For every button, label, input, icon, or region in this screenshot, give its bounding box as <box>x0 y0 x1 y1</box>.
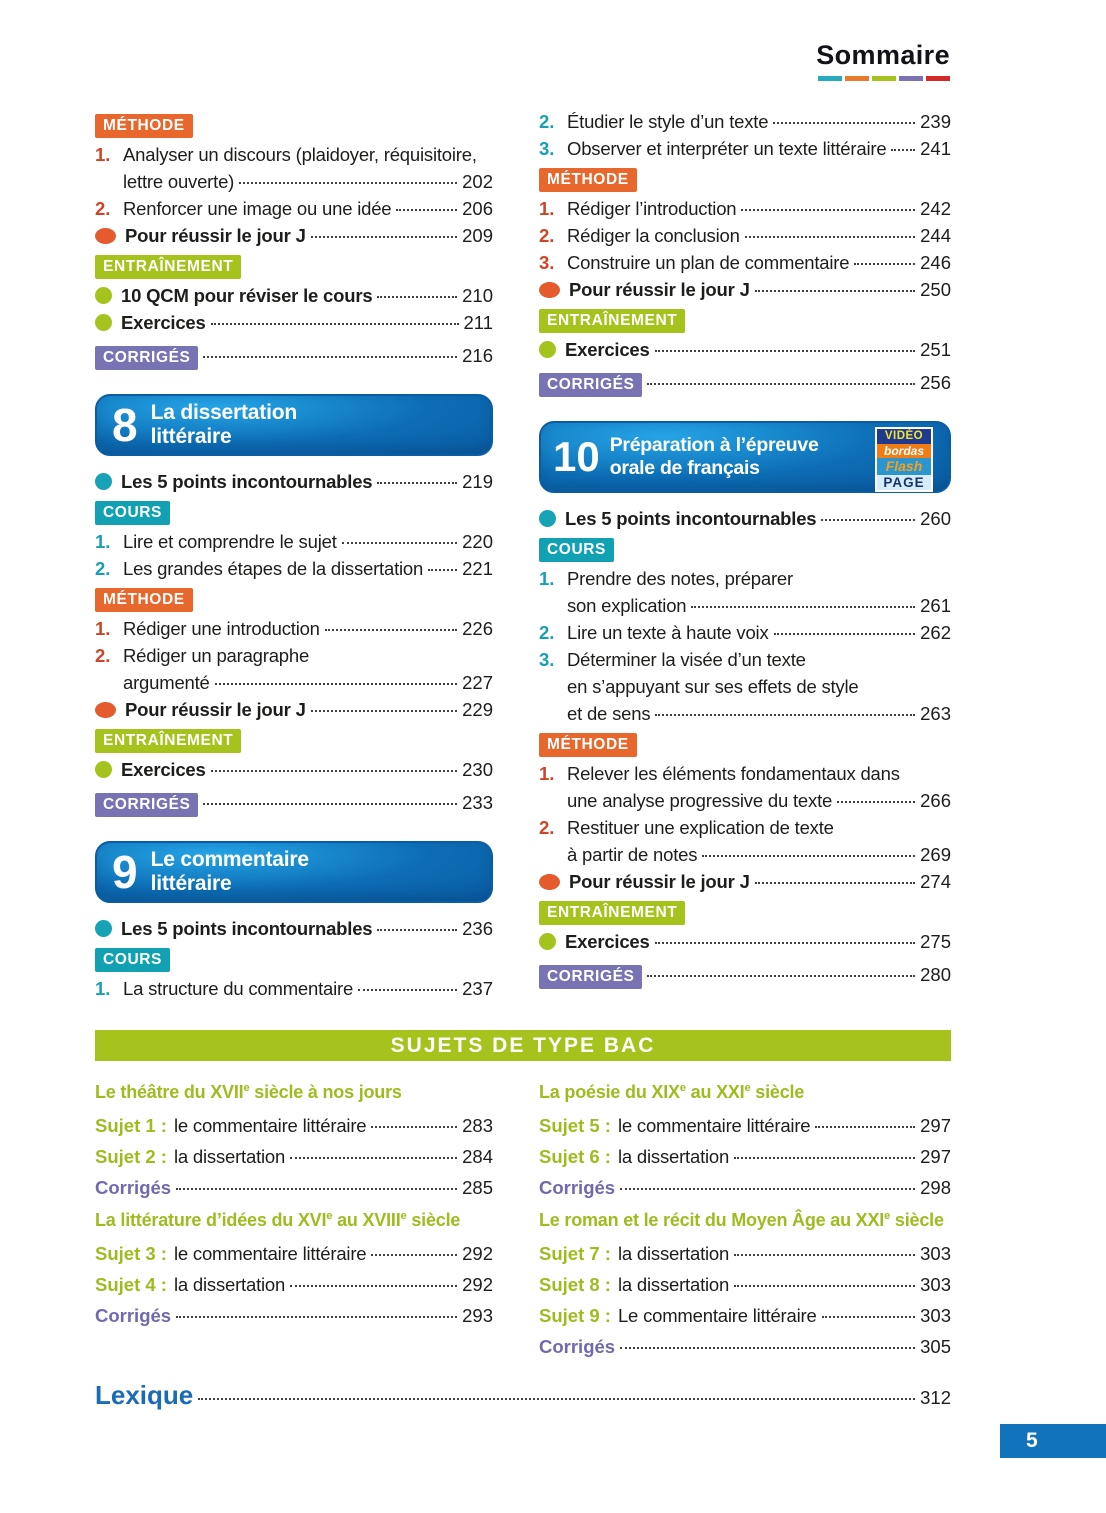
item-number: 2. <box>95 558 111 579</box>
page-ref: 297 <box>920 1146 951 1167</box>
section-badge-row <box>95 255 493 279</box>
chapter-banner-10 <box>539 421 951 493</box>
item-label: Exercices <box>121 759 206 780</box>
toc-item <box>95 468 493 495</box>
toc-item <box>95 141 493 168</box>
dot-leader <box>655 350 916 352</box>
dot-leader <box>371 1254 457 1256</box>
page-ref: 226 <box>462 618 493 639</box>
item-label: Pour réussir le jour J <box>569 279 750 300</box>
sujet-item <box>95 1141 493 1172</box>
page-ref: 266 <box>920 790 951 811</box>
item-label: Exercices <box>565 339 650 360</box>
dot-leader <box>620 1347 915 1349</box>
dot-leader <box>734 1254 915 1256</box>
toc-item <box>95 696 493 723</box>
dot-leader <box>176 1188 457 1190</box>
sujet-item <box>539 1110 951 1141</box>
dot-leader <box>755 882 915 884</box>
page-ref: 229 <box>462 699 493 720</box>
section-badge-row <box>539 901 951 925</box>
section-badge-row <box>539 309 951 333</box>
sujet-item <box>95 1110 493 1141</box>
toc-item <box>539 646 951 673</box>
dot-leader <box>428 569 457 571</box>
page-ref: 292 <box>462 1274 493 1295</box>
page-ref: 220 <box>462 531 493 552</box>
sujet-type-label: la dissertation <box>617 1146 730 1167</box>
item-number: 1. <box>95 978 111 999</box>
sujet-item <box>95 1300 493 1331</box>
section-badge-row <box>539 538 951 562</box>
sujet-item <box>539 1269 951 1300</box>
page-title: Sommaire <box>816 40 950 70</box>
item-label: Les 5 points incontournables <box>565 508 817 529</box>
page-ref: 246 <box>920 252 951 273</box>
toc-column-right <box>539 108 951 992</box>
toc-content <box>95 108 951 1411</box>
dot-leader <box>741 209 915 211</box>
item-label: Lire un texte à haute voix <box>567 622 769 643</box>
sujet-number-label: Sujet 1 : <box>95 1115 167 1136</box>
bullet-green-icon <box>539 341 556 358</box>
page-ref: 230 <box>462 759 493 780</box>
dot-leader <box>655 942 916 944</box>
sujet-number-label: Sujet 8 : <box>539 1274 611 1295</box>
badge-entrainement: ENTRAÎNEMENT <box>95 729 241 753</box>
page-ref: 269 <box>920 844 951 865</box>
toc-item <box>539 619 951 646</box>
bullet-green-icon <box>95 761 112 778</box>
dot-leader <box>377 929 457 931</box>
dot-leader <box>691 606 915 608</box>
item-label: Étudier le style d’un texte <box>567 111 769 132</box>
badge-corriges: CORRIGÉS <box>95 346 198 370</box>
badge-methode: MÉTHODE <box>95 114 193 138</box>
chapter-banner-8 <box>95 394 493 456</box>
sujet-type-label: Le commentaire littéraire <box>617 1305 817 1326</box>
item-label: Déterminer la visée d’un texte <box>567 649 806 670</box>
item-label: La structure du commentaire <box>123 978 354 999</box>
sujets-theme-heading: Le théâtre du XVIIe siècle à nos jours <box>95 1082 402 1102</box>
section-badge-row <box>95 342 493 370</box>
page-ref: 274 <box>920 871 951 892</box>
item-label: Rédiger la conclusion <box>567 225 740 246</box>
item-label: Rédiger une introduction <box>123 618 320 639</box>
color-bar-1 <box>845 76 869 81</box>
badge-entrainement: ENTRAÎNEMENT <box>95 255 241 279</box>
section-badge-row <box>95 789 493 817</box>
page-ref: 284 <box>462 1146 493 1167</box>
item-number: 2. <box>95 198 111 219</box>
item-label: une analyse progressive du texte <box>567 790 833 811</box>
item-number: 3. <box>539 649 555 670</box>
toc-item <box>95 975 493 1002</box>
badge-corriges: CORRIGÉS <box>95 793 198 817</box>
page-ref: 263 <box>920 703 951 724</box>
page-ref: 219 <box>462 471 493 492</box>
dot-leader <box>290 1285 457 1287</box>
toc-column-left <box>95 108 493 1002</box>
chapter-title: Le commentaire littéraire <box>150 847 309 895</box>
bullet-orange-icon <box>539 282 560 298</box>
item-number: 1. <box>539 198 555 219</box>
section-badge-row <box>539 168 951 192</box>
page-ref: 303 <box>920 1274 951 1295</box>
sujet-item <box>95 1269 493 1300</box>
item-label: Pour réussir le jour J <box>125 699 306 720</box>
dot-leader <box>773 122 915 124</box>
toc-item <box>95 915 493 942</box>
item-label: Analyser un discours (plaidoyer, réquisitoire, <box>123 144 477 165</box>
page-ref: 260 <box>920 508 951 529</box>
item-label: Exercices <box>121 312 206 333</box>
item-number: 2. <box>539 225 555 246</box>
page-ref: 293 <box>462 1305 493 1326</box>
page-ref: 298 <box>920 1177 951 1198</box>
dot-leader <box>311 710 457 712</box>
sujet-number-label: Sujet 5 : <box>539 1115 611 1136</box>
badge-corriges: CORRIGÉS <box>539 965 642 989</box>
page-ref: 206 <box>462 198 493 219</box>
toc-item <box>539 673 951 700</box>
dot-leader <box>342 542 457 544</box>
page-ref: 262 <box>920 622 951 643</box>
sujet-type-label: la dissertation <box>617 1274 730 1295</box>
item-label: argumenté <box>123 672 210 693</box>
sujet-type-label: la dissertation <box>173 1274 286 1295</box>
page-ref: 210 <box>462 285 493 306</box>
corriges-label: Corrigés <box>95 1305 172 1326</box>
item-number: 1. <box>95 618 111 639</box>
toc-item <box>539 135 951 162</box>
toc-item <box>95 195 493 222</box>
toc-item <box>539 249 951 276</box>
dot-leader <box>745 236 915 238</box>
toc-columns <box>95 108 951 1002</box>
toc-item <box>539 336 951 363</box>
page-ref: 303 <box>920 1305 951 1326</box>
dot-leader <box>377 482 457 484</box>
item-number: 2. <box>95 645 111 666</box>
badge-methode: MÉTHODE <box>539 168 637 192</box>
video-flashpage-badge <box>875 427 933 492</box>
toc-item <box>95 168 493 195</box>
toc-item <box>539 565 951 592</box>
dot-leader <box>239 182 457 184</box>
toc-item <box>95 756 493 783</box>
page-ref: 280 <box>920 964 951 985</box>
sujet-number-label: Sujet 2 : <box>95 1146 167 1167</box>
page-ref: 303 <box>920 1243 951 1264</box>
dot-leader <box>211 770 458 772</box>
toc-item <box>539 841 951 868</box>
page-header <box>816 40 950 81</box>
dot-leader <box>211 323 459 325</box>
dot-leader <box>311 236 457 238</box>
page-ref: 233 <box>462 792 493 813</box>
page-ref: 236 <box>462 918 493 939</box>
item-label: Les 5 points incontournables <box>121 471 373 492</box>
page-ref: 237 <box>462 978 493 999</box>
toc-item <box>539 505 951 532</box>
sujet-type-label: la dissertation <box>617 1243 730 1264</box>
dot-leader <box>203 803 457 805</box>
sujet-item <box>95 1238 493 1269</box>
page-number-tab: 5 <box>1000 1424 1106 1458</box>
page-ref: 261 <box>920 595 951 616</box>
item-label: à partir de notes <box>567 844 698 865</box>
item-label: 10 QCM pour réviser le cours <box>121 285 373 306</box>
page-ref: 305 <box>920 1336 951 1357</box>
chapter-banner-9 <box>95 841 493 903</box>
sujets-theme-heading: La littérature d’idées du XVIe au XVIIIe siècle <box>95 1210 461 1230</box>
item-label: en s’appuyant sur ses effets de style <box>567 676 859 697</box>
item-number: 2. <box>539 111 555 132</box>
dot-leader <box>203 356 457 358</box>
dot-leader <box>620 1188 915 1190</box>
toc-item <box>539 108 951 135</box>
bullet-orange-icon <box>539 874 560 890</box>
sujet-type-label: le commentaire littéraire <box>617 1115 811 1136</box>
sujet-number-label: Sujet 9 : <box>539 1305 611 1326</box>
page-ref: 202 <box>462 171 493 192</box>
dot-leader <box>702 855 915 857</box>
badge-methode: MÉTHODE <box>95 588 193 612</box>
dot-leader <box>734 1285 915 1287</box>
badge-corriges: CORRIGÉS <box>539 373 642 397</box>
page-ref: 285 <box>462 1177 493 1198</box>
bullet-green-icon <box>539 933 556 950</box>
chapter-title: Préparation à l’épreuve orale de français <box>609 434 819 479</box>
page-ref: 221 <box>462 558 493 579</box>
color-bar-3 <box>899 76 923 81</box>
chapter-title: La dissertation littéraire <box>150 400 297 448</box>
dot-leader <box>734 1157 915 1159</box>
toc-item <box>95 669 493 696</box>
section-badge-row <box>95 948 493 972</box>
dot-leader <box>176 1316 457 1318</box>
sujet-type-label: le commentaire littéraire <box>173 1115 367 1136</box>
section-badge-row <box>95 501 493 525</box>
sujet-item <box>539 1300 951 1331</box>
item-label: Relever les éléments fondamentaux dans <box>567 763 900 784</box>
sujet-number-label: Sujet 3 : <box>95 1243 167 1264</box>
page-ref: 312 <box>920 1387 951 1408</box>
item-label: lettre ouverte) <box>123 171 235 192</box>
section-badge-row <box>95 114 493 138</box>
dot-leader <box>371 1126 457 1128</box>
item-number: 1. <box>95 531 111 552</box>
page-ref: 209 <box>462 225 493 246</box>
item-label: Restituer une explication de texte <box>567 817 834 838</box>
item-label: Renforcer une image ou une idée <box>123 198 392 219</box>
video-badge-strip-0: VIDÉO <box>877 429 931 444</box>
sujet-type-label: le commentaire littéraire <box>173 1243 367 1264</box>
page-ref: 292 <box>462 1243 493 1264</box>
item-number: 3. <box>539 252 555 273</box>
dot-leader <box>891 149 915 151</box>
corriges-label: Corrigés <box>539 1336 616 1357</box>
sujets-theme-heading: Le roman et le récit du Moyen Âge au XXIe siècle <box>539 1210 944 1230</box>
dot-leader <box>774 633 916 635</box>
page-ref: 211 <box>463 312 493 333</box>
dot-leader <box>755 290 915 292</box>
toc-item <box>95 222 493 249</box>
sujet-item <box>539 1238 951 1269</box>
item-label: Les grandes étapes de la dissertation <box>123 558 424 579</box>
bullet-orange-icon <box>95 702 116 718</box>
bullet-green-icon <box>95 314 112 331</box>
page-ref: 275 <box>920 931 951 952</box>
dot-leader <box>815 1126 915 1128</box>
item-label: Pour réussir le jour J <box>569 871 750 892</box>
sujet-number-label: Sujet 4 : <box>95 1274 167 1295</box>
item-number: 1. <box>539 763 555 784</box>
toc-item <box>539 814 951 841</box>
page-ref: 239 <box>920 111 951 132</box>
bullet-orange-icon <box>95 228 116 244</box>
bullet-green-icon <box>95 287 112 304</box>
sujet-item <box>539 1141 951 1172</box>
page-ref: 250 <box>920 279 951 300</box>
toc-item <box>539 760 951 787</box>
toc-item <box>539 928 951 955</box>
sujets-column-left <box>95 1075 493 1331</box>
badge-cours: COURS <box>95 948 170 972</box>
dot-leader <box>358 989 457 991</box>
lexique-label: Lexique <box>95 1380 194 1410</box>
dot-leader <box>325 629 457 631</box>
toc-item <box>95 528 493 555</box>
item-label: Observer et interpréter un texte littéraire <box>567 138 887 159</box>
toc-item <box>539 592 951 619</box>
sujets-banner: SUJETS DE TYPE BAC <box>95 1030 951 1061</box>
item-label: Rédiger un paragraphe <box>123 645 310 666</box>
sujets-columns <box>95 1075 951 1362</box>
color-bar-4 <box>926 76 950 81</box>
dot-leader <box>822 1316 916 1318</box>
video-badge-strip-3: PAGE <box>877 475 931 490</box>
page-ref: 216 <box>462 345 493 366</box>
item-label: Les 5 points incontournables <box>121 918 373 939</box>
sujet-number-label: Sujet 6 : <box>539 1146 611 1167</box>
section-badge-row <box>95 588 493 612</box>
toc-item <box>539 195 951 222</box>
dot-leader <box>377 296 457 298</box>
section-badge-row <box>95 729 493 753</box>
toc-item <box>95 642 493 669</box>
sujet-number-label: Sujet 7 : <box>539 1243 611 1264</box>
toc-item <box>539 787 951 814</box>
page-ref: 283 <box>462 1115 493 1136</box>
badge-entrainement: ENTRAÎNEMENT <box>539 901 685 925</box>
dot-leader <box>396 209 457 211</box>
sujet-type-label: la dissertation <box>173 1146 286 1167</box>
video-badge-strip-2: Flash <box>877 458 931 475</box>
section-badge-row <box>539 369 951 397</box>
page-ref: 241 <box>920 138 951 159</box>
dot-leader <box>647 975 915 977</box>
toc-item <box>539 700 951 727</box>
bullet-teal-icon <box>95 920 112 937</box>
toc-item <box>539 868 951 895</box>
item-label: son explication <box>567 595 687 616</box>
chapter-number: 9 <box>112 846 138 898</box>
item-label: Lire et comprendre le sujet <box>123 531 337 552</box>
chapter-number: 8 <box>112 399 138 451</box>
section-badge-row <box>539 961 951 989</box>
dot-leader <box>647 383 915 385</box>
item-number: 2. <box>539 622 555 643</box>
badge-entrainement: ENTRAÎNEMENT <box>539 309 685 333</box>
badge-methode: MÉTHODE <box>539 733 637 757</box>
sujets-column-right <box>539 1075 951 1362</box>
color-bar-2 <box>872 76 896 81</box>
item-label: Construire un plan de commentaire <box>567 252 850 273</box>
bullet-teal-icon <box>95 473 112 490</box>
page-ref: 242 <box>920 198 951 219</box>
dot-leader <box>290 1157 457 1159</box>
item-number: 1. <box>95 144 111 165</box>
video-badge-strip-1: bordas <box>877 444 931 458</box>
item-number: 1. <box>539 568 555 589</box>
badge-cours: COURS <box>539 538 614 562</box>
page-ref: 297 <box>920 1115 951 1136</box>
dot-leader <box>215 683 457 685</box>
badge-cours: COURS <box>95 501 170 525</box>
page-ref: 256 <box>920 372 951 393</box>
page-ref: 244 <box>920 225 951 246</box>
toc-item <box>539 222 951 249</box>
dot-leader <box>821 519 915 521</box>
sujet-item <box>539 1172 951 1203</box>
item-number: 2. <box>539 817 555 838</box>
section-badge-row <box>539 733 951 757</box>
dot-leader <box>655 714 915 716</box>
corriges-label: Corrigés <box>95 1177 172 1198</box>
dot-leader <box>837 801 915 803</box>
corriges-label: Corrigés <box>539 1177 616 1198</box>
color-bar-0 <box>818 76 842 81</box>
lexique-row <box>95 1380 951 1411</box>
page-ref: 251 <box>920 339 951 360</box>
item-number: 3. <box>539 138 555 159</box>
sujet-item <box>539 1331 951 1362</box>
item-label: Exercices <box>565 931 650 952</box>
item-label: Rédiger l’introduction <box>567 198 737 219</box>
item-label: Prendre des notes, préparer <box>567 568 793 589</box>
toc-item <box>95 555 493 582</box>
sujets-theme-heading: La poésie du XIXe au XXIe siècle <box>539 1082 805 1102</box>
item-label: et de sens <box>567 703 651 724</box>
toc-item <box>95 282 493 309</box>
dot-leader <box>854 263 915 265</box>
toc-item <box>539 276 951 303</box>
chapter-number: 10 <box>553 433 600 480</box>
toc-item <box>95 309 493 336</box>
toc-item <box>95 615 493 642</box>
page-ref: 227 <box>462 672 493 693</box>
dot-leader <box>198 1398 915 1400</box>
sujet-item <box>95 1172 493 1203</box>
item-label: Pour réussir le jour J <box>125 225 306 246</box>
bullet-teal-icon <box>539 510 556 527</box>
header-color-bars <box>816 76 950 81</box>
